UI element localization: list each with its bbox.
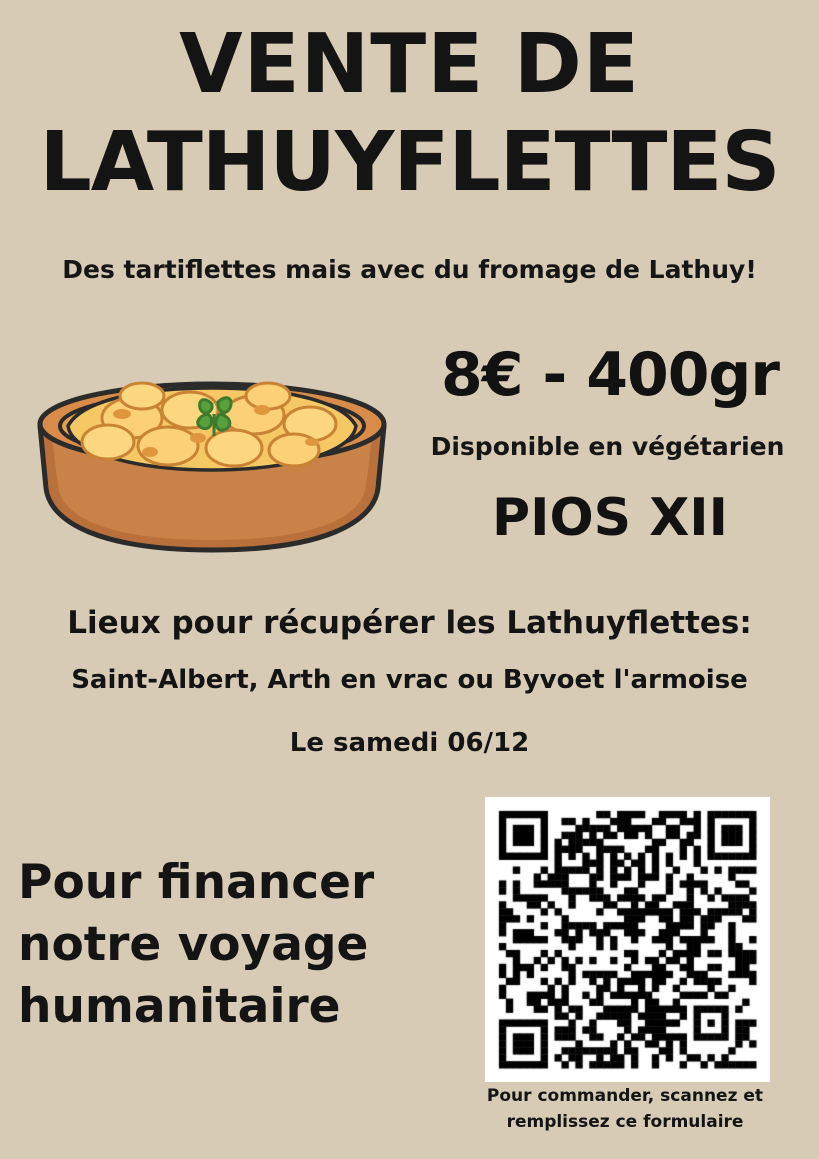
qr-code-canvas[interactable]	[485, 797, 770, 1082]
qr-caption-line-1: Pour commander, scannez et	[486, 1086, 764, 1106]
qr-caption	[430, 1083, 819, 1135]
purpose-line-3: humanitaire	[18, 979, 341, 1034]
qr-caption-line-2: remplissez ce formulaire	[506, 1112, 744, 1132]
pickup-places: Saint-Albert, Arth en vrac ou Byvoet l'armoise	[71, 665, 748, 695]
purpose-line-1: Pour financer	[18, 855, 375, 910]
page-title-line2: LATHUYFLETTES	[39, 115, 780, 210]
vegetarian-note: Disponible en végétarien	[430, 432, 785, 461]
qr-code[interactable]	[485, 797, 770, 1082]
purpose-text	[18, 852, 418, 1038]
page-title-line1: VENTE DE	[179, 17, 640, 112]
purpose-line-2: notre voyage	[18, 917, 369, 972]
tartiflette-dish-illustration	[22, 318, 402, 578]
pickup-date: Le samedi 06/12	[289, 728, 530, 758]
page-subtitle: Des tartiflettes mais avec du fromage de Lathuy!	[62, 255, 757, 284]
pickup-title: Lieux pour récupérer les Lathuyflettes:	[67, 605, 752, 641]
organizer-label: PIOS XII	[491, 488, 728, 548]
price-label: 8€ - 400gr	[441, 340, 779, 410]
